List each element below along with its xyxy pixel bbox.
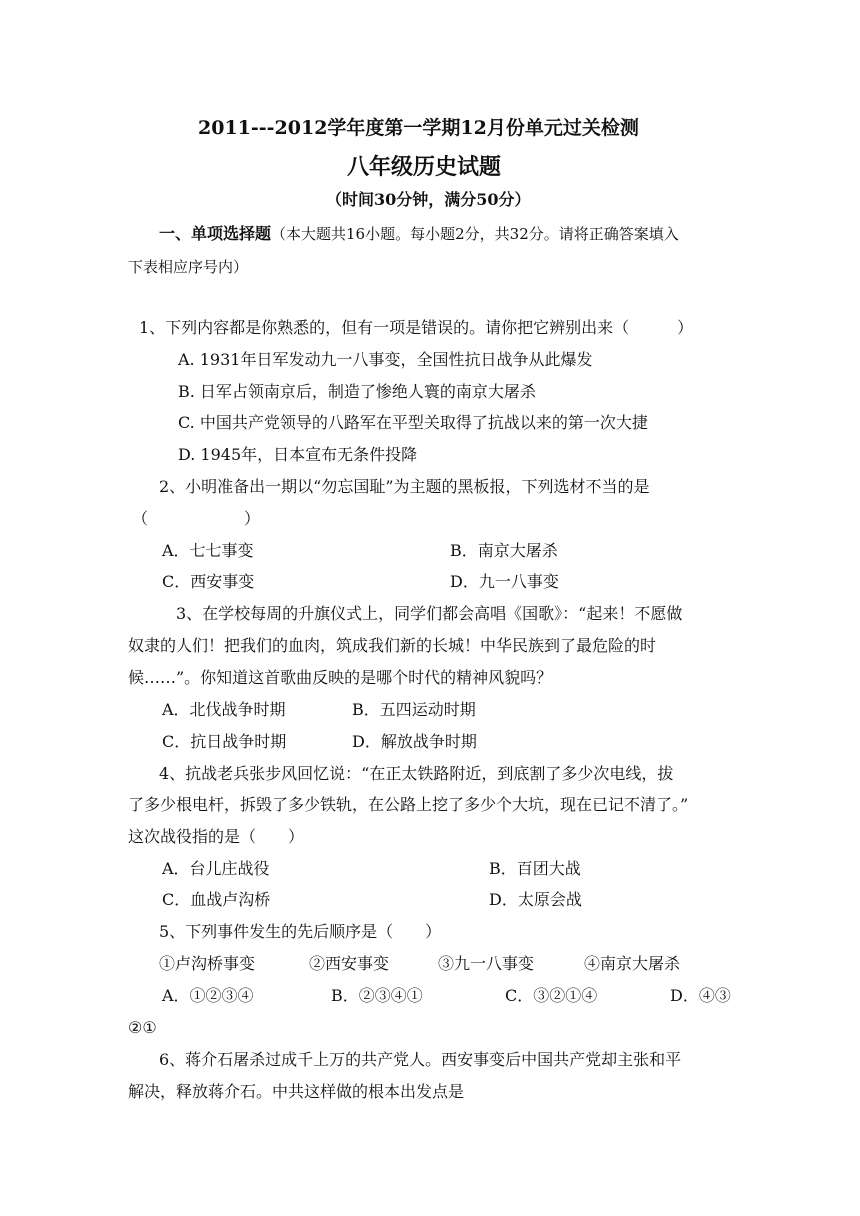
q5-item-3: ③九一八事变: [438, 954, 535, 973]
exam-title: 2011---2012学年度第一学期12月份单元过关检测: [198, 117, 639, 139]
question-4-stem-line2: 了多少根电杆，拆毁了多少铁轨，在公路上挖了多少个大坑，现在已记不清了。”: [128, 795, 689, 814]
q4-option-d: D．太原会战: [489, 890, 582, 909]
q3-option-d: D．解放战争时期: [352, 732, 477, 751]
q2-option-d: D．九一八事变: [450, 572, 559, 591]
q1-option-d: D. 1945年，日本宣布无条件投降: [178, 445, 418, 464]
q1-option-c: C. 中国共产党领导的八路军在平型关取得了抗战以来的第一次大捷: [178, 413, 648, 432]
q1-option-b: B. 日军占领南京后，制造了惨绝人寰的南京大屠杀: [178, 382, 536, 401]
q5-option-c: C．③②①④: [505, 986, 598, 1005]
question-3-stem-line3: 候……”。你知道这首歌曲反映的是哪个时代的精神风貌吗？: [128, 668, 553, 687]
question-2-stem-cont: （ ）: [132, 509, 261, 528]
q5-item-4: ④南京大屠杀: [584, 954, 681, 973]
q5-item-2: ②西安事变: [309, 954, 390, 973]
question-6-stem-line2: 解决，释放蒋介石。中共这样做的根本出发点是: [128, 1082, 465, 1101]
question-2-stem: 2、小明准备出一期以“勿忘国耻”为主题的黑板报，下列选材不当的是: [159, 477, 650, 496]
question-3-stem: 3、在学校每周的升旗仪式上，同学们都会高唱《国歌》：“起来！不愿做: [176, 604, 683, 623]
time-info: （时间30分钟，满分50分）: [326, 190, 531, 209]
question-3-stem-line2: 奴隶的人们！把我们的血肉，筑成我们新的长城！中华民族到了最危险的时: [128, 636, 657, 655]
section-instructions: （本大题共16小题。每小题2分，共32分。请将正确答案填入: [271, 225, 679, 243]
q4-option-a: A．台儿庄战役: [162, 859, 270, 878]
q3-option-a: A．北伐战争时期: [162, 700, 286, 719]
q5-option-d: D．④③: [670, 986, 731, 1005]
q2-option-a: A．七七事变: [162, 541, 254, 560]
q2-option-b: B．南京大屠杀: [450, 541, 558, 560]
question-4-stem-line3: 这次战役指的是（ ）: [128, 827, 305, 846]
q3-option-c: C．抗日战争时期: [162, 732, 287, 751]
q5-option-a: A．①②③④: [162, 986, 254, 1005]
question-6-stem: 6、蒋介石屠杀过成千上万的共产党人。西安事变后中国共产党却主张和平: [159, 1050, 682, 1069]
question-1-stem: 1、下列内容都是你熟悉的，但有一项是错误的。请你把它辨别出来（ ）: [139, 318, 694, 337]
q5-option-b: B．②③④①: [331, 986, 423, 1005]
q1-option-a: A. 1931年日军发动九一八事变，全国性抗日战争从此爆发: [178, 350, 593, 369]
section-heading: 一、单项选择题: [159, 224, 272, 243]
question-4-stem: 4、抗战老兵张步风回忆说：“在正太铁路附近，到底割了多少次电线，拔: [159, 764, 674, 783]
q5-option-d-cont: ②①: [128, 1018, 157, 1037]
q4-option-b: B．百团大战: [489, 859, 581, 878]
question-5-stem: 5、下列事件发生的先后顺序是（ ）: [159, 922, 442, 941]
q5-item-1: ①卢沟桥事变: [159, 954, 256, 973]
q2-option-c: C．西安事变: [162, 572, 255, 591]
q3-option-b: B．五四运动时期: [352, 700, 476, 719]
exam-subtitle: 八年级历史试题: [347, 154, 502, 180]
section-instructions-cont: 下表相应序号内）: [128, 258, 249, 276]
section-heading-line: [159, 223, 679, 245]
q4-option-c: C．血战卢沟桥: [162, 890, 271, 909]
